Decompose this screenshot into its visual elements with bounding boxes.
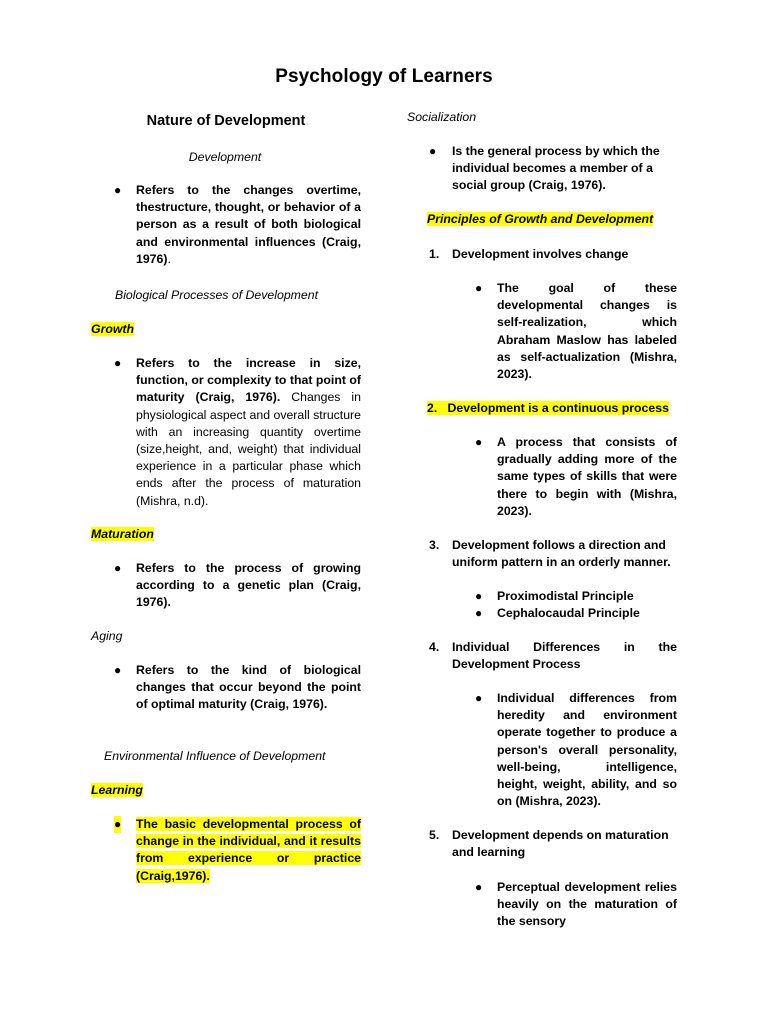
bullet: ● [475, 691, 483, 705]
bullet: ● [475, 606, 483, 620]
principle-item-5-detail: Perceptual development relies heavily on the maturation of the sensory [497, 880, 677, 929]
principle-item-4: Individual Differences in the Development Process [452, 640, 677, 672]
principle-item-1: Development involves change [452, 247, 629, 261]
bullet: ● [114, 663, 122, 677]
socialization-heading: Socialization [407, 110, 477, 124]
maturation-heading [91, 526, 154, 543]
bullet: ● [475, 880, 483, 894]
item-number: 4. [429, 640, 440, 654]
document-title: Psychology of Learners [275, 66, 493, 87]
learning-definition-text: The basic developmental process of change in the individual, and it results from experience or practice (Craig,1976). [136, 817, 361, 883]
principle-item-2-text: Development is a continuous process [447, 401, 669, 415]
socialization-definition: Is the general process by which the individual becomes a member of a social group (Craig, 1976). [452, 144, 660, 193]
growth-heading [91, 321, 134, 338]
bullet: ● [429, 144, 437, 158]
principles-heading [427, 211, 653, 228]
maturation-definition: Refers to the process of growing according to a genetic plan (Craig, 1976). [136, 561, 361, 610]
growth-heading-text: Growth [91, 322, 135, 336]
bullet: ● [475, 589, 483, 603]
aging-heading: Aging [91, 629, 123, 643]
item-number: 5. [429, 828, 440, 842]
development-definition [136, 182, 361, 268]
principle-item-3: Development follows a direction and uniform pattern in an orderly manner. [452, 538, 671, 570]
item-number: 3. [429, 538, 440, 552]
principle-item-4-detail: Individual differences from heredity and environment operate together to produce a person's overall personality, well-being, intelligence, height, weight, ability, and so on (Mishra, 2023). [497, 691, 677, 809]
bullet: ● [475, 435, 483, 449]
bullet: ● [114, 561, 122, 575]
bullet: ● [114, 356, 122, 370]
item-number: 1. [429, 247, 440, 261]
growth-definition-bold: Refers to the increase in size, function, or complexity to that point of maturity (Craig, 1976). [136, 356, 361, 405]
learning-definition [136, 816, 361, 885]
bullet: ● [475, 281, 483, 295]
learning-heading [91, 782, 143, 799]
principles-heading-text: Principles of Growth and Development [427, 212, 654, 226]
maturation-heading-text: Maturation [91, 527, 154, 541]
growth-definition-normal: Changes in physiological aspect and overall structure with an increasing quantity overtime (size,height, and, weight) that individual experience in a particular phase which ends after the process of maturation (Mishra, n.d). [136, 390, 361, 508]
bullet: ● [114, 816, 121, 833]
learning-heading-text: Learning [91, 783, 143, 797]
principle-item-2 [427, 400, 669, 417]
cephalocaudal-principle: Cephalocaudal Principle [497, 606, 640, 620]
bullet: ● [114, 183, 122, 197]
principle-item-2-number: 2. [427, 401, 438, 415]
env-influence-heading: Environmental Influence of Development [104, 749, 326, 763]
development-heading: Development [188, 150, 262, 164]
principle-item-2-detail: A process that consists of gradually adding more of the same types of skills that were there to begin with (Mishra, 2023). [497, 435, 677, 518]
bio-processes-heading: Biological Processes of Development [115, 288, 319, 302]
proximodistal-principle: Proximodistal Principle [497, 589, 634, 603]
aging-definition: Refers to the kind of biological changes that occur beyond the point of optimal maturity (Craig, 1976). [136, 663, 361, 712]
development-definition-text: Refers to the changes overtime, thestructure, thought, or behavior of a person as a result of both biological and environmental influences (Craig, 1976) [136, 183, 361, 266]
section-heading-nature: Nature of Development [146, 113, 306, 129]
growth-definition [136, 355, 361, 510]
development-definition-tail: . [167, 251, 171, 266]
principle-item-1-detail: The goal of these developmental changes is self-realization, which Abraham Maslow has labeled as self-actualization (Mishra, 2023). [497, 281, 677, 382]
principle-item-5: Development depends on maturation and learning [452, 828, 669, 860]
